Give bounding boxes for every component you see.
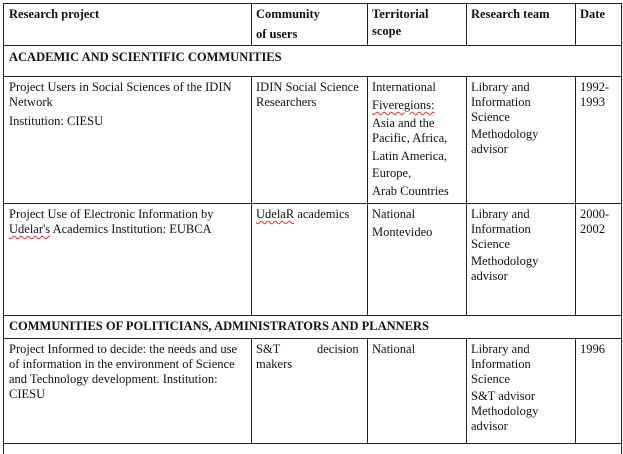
scope-cell: National xyxy=(372,207,416,221)
team-cell: Science xyxy=(471,237,510,251)
date-cell: 2000- xyxy=(580,207,610,221)
section-title: COMMUNITIES OF POLITICIANS, ADMINISTRATORS AND PLANNERS xyxy=(9,319,429,333)
col-divider xyxy=(575,3,576,45)
team-cell: Methodology xyxy=(471,254,539,268)
scope-cell: Latin America, xyxy=(372,149,447,163)
project-cell: of information in the environment of Science xyxy=(9,357,235,371)
team-cell: Library and xyxy=(471,342,530,356)
col-divider xyxy=(251,338,252,443)
col-divider xyxy=(251,76,252,315)
community-text: UdelaR xyxy=(256,207,295,221)
date-cell: 1993 xyxy=(580,95,605,109)
project-cell: CIESU xyxy=(9,387,46,401)
project-cell: and Technology development. Institution: xyxy=(9,372,218,386)
scope-cell: Asia and the xyxy=(372,116,435,130)
row-divider xyxy=(3,315,622,316)
community-cell: IDIN Social Science xyxy=(256,80,359,94)
community-cell: Researchers xyxy=(256,95,317,109)
team-cell: Science xyxy=(471,110,510,124)
project-text: Udelar's xyxy=(9,222,51,236)
col-divider xyxy=(251,3,252,45)
scope-cell: Fiveregions: xyxy=(372,98,435,112)
header-research-team: Research team xyxy=(471,7,550,21)
header-territorial-scope: scope xyxy=(372,24,402,38)
team-cell: Information xyxy=(471,222,531,236)
col-divider xyxy=(575,76,576,315)
header-community: Community xyxy=(256,7,320,21)
col-divider xyxy=(466,3,467,45)
header-research-project: Research project xyxy=(9,7,100,21)
section-title: ACADEMIC AND SCIENTIFIC COMMUNITIES xyxy=(9,50,282,64)
team-cell: Library and xyxy=(471,207,530,221)
team-cell: advisor xyxy=(471,142,508,156)
team-cell: Information xyxy=(471,95,531,109)
col-divider xyxy=(367,338,368,443)
table-border xyxy=(3,3,4,454)
row-divider xyxy=(3,203,622,204)
project-cell: Network xyxy=(9,95,53,109)
col-divider xyxy=(466,76,467,315)
team-cell: Methodology xyxy=(471,404,539,418)
header-date: Date xyxy=(580,7,605,21)
row-divider xyxy=(3,76,622,77)
date-cell: 1992- xyxy=(580,80,610,94)
col-divider xyxy=(367,3,368,45)
team-cell: Library and xyxy=(471,80,530,94)
scope-cell: National xyxy=(372,342,416,356)
community-cell xyxy=(256,207,349,221)
table-border xyxy=(621,3,622,454)
project-cell: Project Informed to decide: the needs and use xyxy=(9,342,238,356)
community-cell: S&T xyxy=(256,342,281,356)
scope-cell: Europe, xyxy=(372,166,412,180)
project-cell: Project Use of Electronic Information by xyxy=(9,207,214,221)
col-divider xyxy=(466,338,467,443)
date-cell: 2002 xyxy=(580,222,605,236)
community-text: academics xyxy=(294,207,350,221)
scope-cell: Arab Countries xyxy=(372,184,449,198)
team-cell: Methodology xyxy=(471,127,539,141)
project-cell: Institution: CIESU xyxy=(9,114,104,128)
table-border xyxy=(3,3,622,4)
date-cell: 1996 xyxy=(580,342,605,356)
community-cell: makers xyxy=(256,357,293,371)
project-text: Academics Institution: EUBCA xyxy=(50,222,212,236)
team-cell: S&T advisor xyxy=(471,389,536,403)
col-divider xyxy=(575,338,576,443)
scope-cell: Montevideo xyxy=(372,225,433,239)
team-cell: advisor xyxy=(471,419,508,433)
scope-cell: International xyxy=(372,80,436,94)
team-cell: Information xyxy=(471,357,531,371)
project-cell xyxy=(9,222,212,236)
row-divider xyxy=(3,338,622,339)
team-cell: advisor xyxy=(471,269,508,283)
scope-cell: Pacific, Africa, xyxy=(372,131,448,145)
community-cell: decision xyxy=(317,342,359,356)
row-divider xyxy=(3,443,622,444)
project-cell: Project Users in Social Sciences of the IDIN xyxy=(9,80,232,94)
row-divider xyxy=(3,45,622,46)
col-divider xyxy=(367,76,368,315)
header-territorial-scope: Territorial xyxy=(372,7,429,21)
team-cell: Science xyxy=(471,372,510,386)
header-community: of users xyxy=(256,27,298,41)
